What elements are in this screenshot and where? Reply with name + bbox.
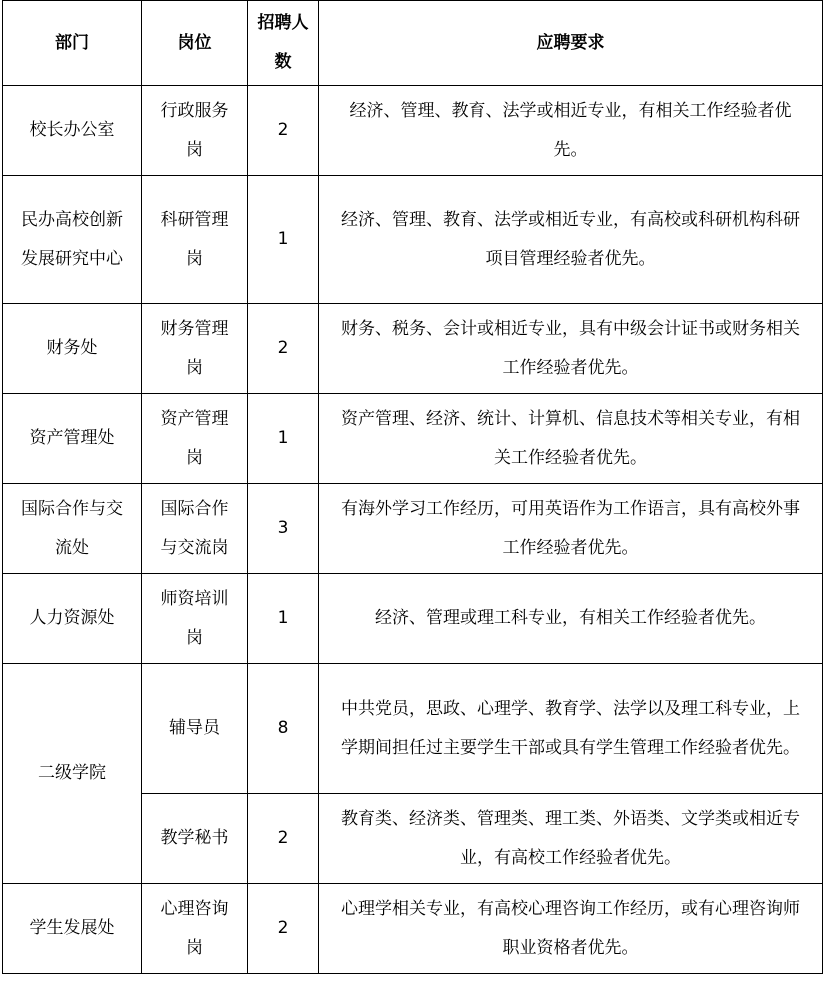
- cell-count: 1: [248, 574, 319, 664]
- cell-position: 心理咨询岗: [142, 884, 248, 974]
- cell-requirements: 教育类、经济类、管理类、理工类、外语类、文学类或相近专业，有高校工作经验者优先。: [319, 794, 823, 884]
- table-row: [3, 574, 823, 664]
- cell-department: 学生发展处: [3, 884, 142, 974]
- cell-count: 2: [248, 884, 319, 974]
- table-row: [3, 884, 823, 974]
- cell-department: 人力资源处: [3, 574, 142, 664]
- header-requirements: 应聘要求: [319, 1, 823, 86]
- recruitment-table: [2, 0, 823, 974]
- cell-requirements: 中共党员，思政、心理学、教育学、法学以及理工科专业，上学期间担任过主要学生干部或具有学生管理工作经验者优先。: [319, 664, 823, 794]
- table-row: [3, 484, 823, 574]
- cell-department: 财务处: [3, 304, 142, 394]
- cell-position: 财务管理岗: [142, 304, 248, 394]
- cell-position: 辅导员: [142, 664, 248, 794]
- cell-department: 二级学院: [3, 664, 142, 884]
- table-row: [3, 86, 823, 176]
- cell-count: 2: [248, 794, 319, 884]
- cell-position: 科研管理岗: [142, 176, 248, 304]
- table-row: [3, 304, 823, 394]
- cell-position: 师资培训岗: [142, 574, 248, 664]
- cell-requirements: 经济、管理、教育、法学或相近专业，有相关工作经验者优先。: [319, 86, 823, 176]
- cell-department: 国际合作与交流处: [3, 484, 142, 574]
- cell-department: 校长办公室: [3, 86, 142, 176]
- cell-requirements: 资产管理、经济、统计、计算机、信息技术等相关专业，有相关工作经验者优先。: [319, 394, 823, 484]
- cell-requirements: 经济、管理或理工科专业，有相关工作经验者优先。: [319, 574, 823, 664]
- cell-position: 行政服务岗: [142, 86, 248, 176]
- cell-count: 2: [248, 86, 319, 176]
- cell-requirements: 有海外学习工作经历，可用英语作为工作语言，具有高校外事工作经验者优先。: [319, 484, 823, 574]
- cell-requirements: 财务、税务、会计或相近专业，具有中级会计证书或财务相关工作经验者优先。: [319, 304, 823, 394]
- cell-requirements: 心理学相关专业，有高校心理咨询工作经历，或有心理咨询师职业资格者优先。: [319, 884, 823, 974]
- cell-count: 3: [248, 484, 319, 574]
- header-count: 招聘人数: [248, 1, 319, 86]
- cell-requirements: 经济、管理、教育、法学或相近专业，有高校或科研机构科研项目管理经验者优先。: [319, 176, 823, 304]
- cell-count: 8: [248, 664, 319, 794]
- table-row: [3, 176, 823, 304]
- cell-position: 国际合作与交流岗: [142, 484, 248, 574]
- table-header-row: [3, 1, 823, 86]
- header-position: 岗位: [142, 1, 248, 86]
- table-row: [3, 664, 823, 794]
- cell-count: 2: [248, 304, 319, 394]
- header-department: 部门: [3, 1, 142, 86]
- table-row: [3, 394, 823, 484]
- cell-position: 资产管理岗: [142, 394, 248, 484]
- cell-count: 1: [248, 176, 319, 304]
- cell-count: 1: [248, 394, 319, 484]
- cell-position: 教学秘书: [142, 794, 248, 884]
- cell-department: 民办高校创新发展研究中心: [3, 176, 142, 304]
- cell-department: 资产管理处: [3, 394, 142, 484]
